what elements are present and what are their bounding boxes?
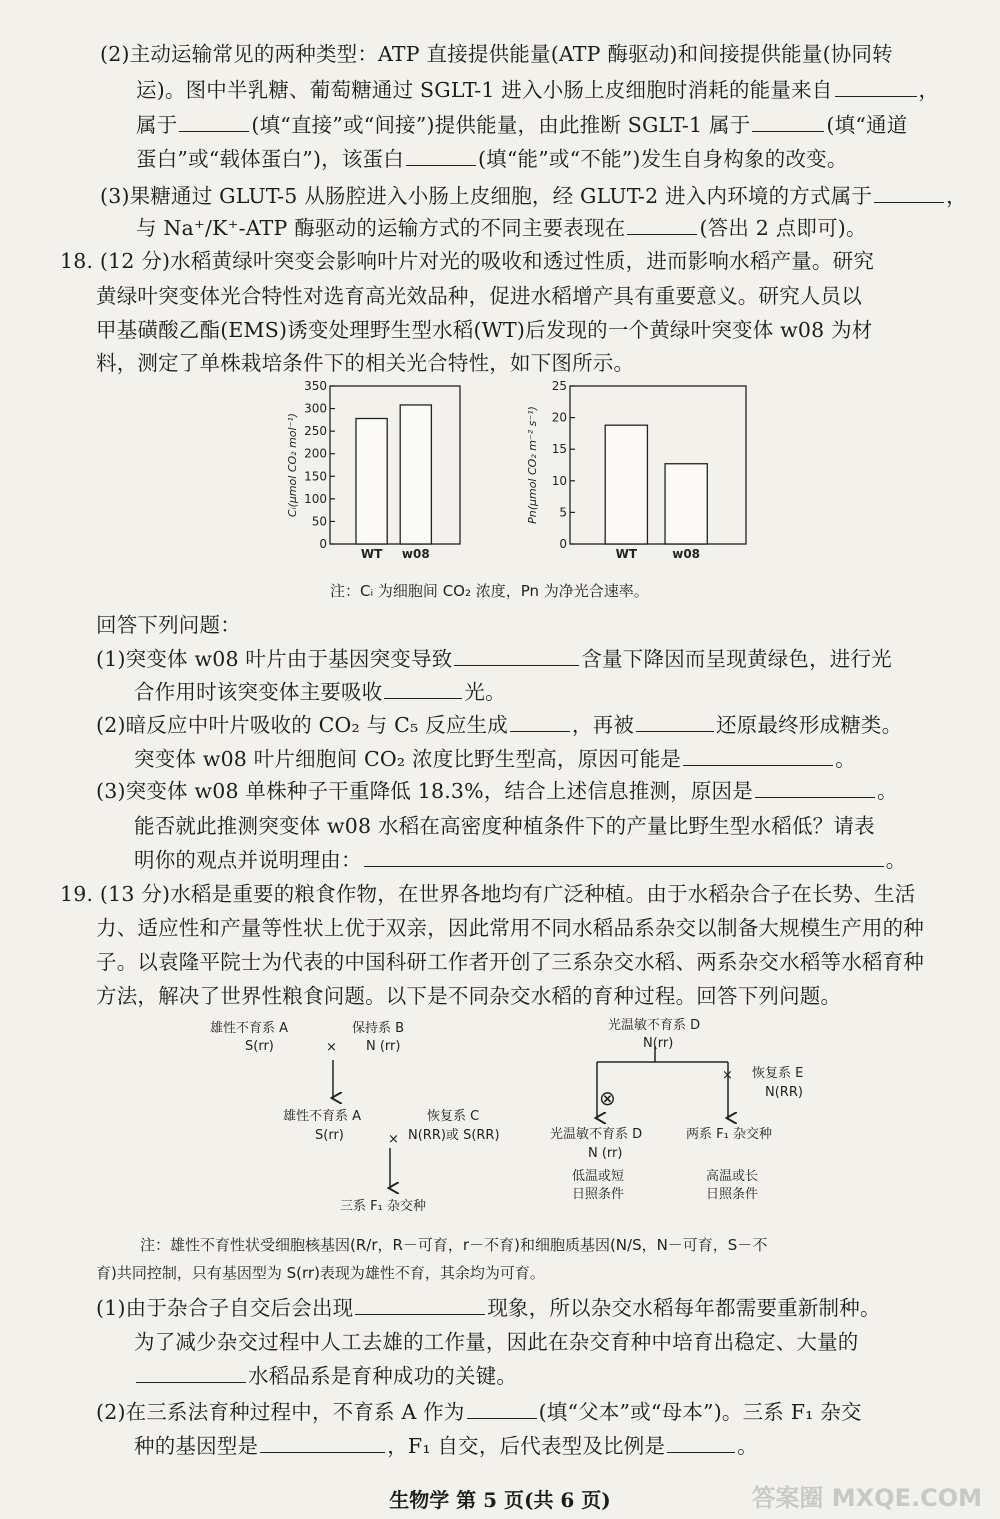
y-tick-label: 50 xyxy=(311,514,327,529)
text: (2)暗反应中叶片吸收的 CO₂ 与 C₅ 反应生成 xyxy=(96,713,508,737)
page-footer: 生物学 第 5 页(共 6 页) xyxy=(389,1488,611,1512)
restorer-c-genotype: N(RR)或 S(RR) xyxy=(408,1128,500,1143)
text: ， xyxy=(946,184,967,208)
y-tick-label: 300 xyxy=(304,401,327,416)
text: (1)突变体 w08 叶片由于基因突变导致 xyxy=(96,647,453,671)
answer-blank[interactable] xyxy=(260,1432,385,1453)
y-tick-label: 250 xyxy=(304,424,327,439)
x-tick-label: w08 xyxy=(672,547,701,561)
q19-a2-line1 xyxy=(96,1398,862,1426)
y-tick-label: 10 xyxy=(551,473,567,488)
selfing-symbol: ⊗ xyxy=(599,1086,616,1110)
y-tick-label: 350 xyxy=(304,379,327,393)
text: 。 xyxy=(885,848,907,872)
text: (3)突变体 w08 单株种子干重降低 18.3%，结合上述信息推测，原因是 xyxy=(96,779,753,803)
diagram-note-line2: 育)共同控制，只有基因型为 S(rr)表现为雄性不育，其余均为可育。 xyxy=(96,1264,545,1282)
text: 。 xyxy=(876,779,898,803)
restorer-e-label: 恢复系 E xyxy=(752,1066,804,1081)
high-temp-condition-line2: 日照条件 xyxy=(706,1187,759,1202)
ptgms-d-label-2: 光温敏不育系 D xyxy=(550,1127,643,1142)
text: (1)由于杂合子自交后会出现 xyxy=(96,1296,354,1320)
text: 为了减少杂交过程中人工去雄的工作量，因此在杂交育种中培育出稳定、大量的 xyxy=(134,1330,859,1354)
ptgms-d-genotype-2: N (rr) xyxy=(588,1146,623,1161)
y-tick-label: 15 xyxy=(551,442,567,457)
text: 能否就此推测突变体 w08 水稻在高密度种植条件下的产量比野生型水稻低？请表 xyxy=(134,814,875,838)
text: (填“直接”或“间接”)提供能量，由此推断 SGLT-1 属于 xyxy=(251,113,751,137)
male-sterile-a-label: 雄性不育系 A xyxy=(210,1021,289,1036)
text: 甲基磺酸乙酯(EMS)诱变处理野生型水稻(WT)后发现的一个黄绿叶突变体 w08 为材 xyxy=(96,318,873,342)
text: (答出 2 点即可)。 xyxy=(699,216,867,240)
male-sterile-a-label-2: 雄性不育系 A xyxy=(283,1109,362,1124)
cross-symbol-3: × xyxy=(722,1068,733,1083)
x-tick-label: WT xyxy=(360,547,383,561)
answer-blank[interactable] xyxy=(136,1362,246,1383)
x-tick-label: WT xyxy=(615,547,638,561)
text: 水稻品系是育种成功的关键。 xyxy=(248,1364,518,1388)
text: 含量下降因而呈现黄绿色，进行光 xyxy=(581,647,892,671)
restorer-e-genotype: N(RR) xyxy=(765,1085,803,1100)
text: ，再被 xyxy=(571,713,635,737)
text: 光。 xyxy=(464,680,506,704)
low-temp-condition-line2: 日照条件 xyxy=(572,1187,625,1202)
figure-note: 注：Cᵢ 为细胞间 CO₂ 浓度，Pn 为净光合速率。 xyxy=(330,582,649,600)
q19-a1-line2 xyxy=(134,1328,859,1356)
high-temp-condition-line1: 高温或长 xyxy=(706,1169,759,1184)
text: 属于 xyxy=(136,113,178,137)
text: 方法，解决了世界性粮食问题。以下是不同杂交水稻的育种过程。回答下列问题。 xyxy=(96,984,842,1008)
cross-symbol-2: × xyxy=(388,1132,399,1147)
ptgms-d-label: 光温敏不育系 D xyxy=(608,1018,701,1033)
text: 蛋白”或“载体蛋白”)，该蛋白 xyxy=(136,147,404,171)
text: (2)主动运输常见的两种类型：ATP 直接提供能量(ATP 酶驱动)和间接提供能量(协同转 xyxy=(100,42,893,66)
text: 与 Na⁺/K⁺-ATP 酶驱动的运输方式的不同主要表现在 xyxy=(136,216,626,240)
diagram-note-line1: 注：雄性不育性状受细胞核基因(R/r，R－可育，r－不育)和细胞质基因(N/S，N－可育，S－不 xyxy=(140,1236,768,1254)
male-sterile-a-genotype: S(rr) xyxy=(245,1039,274,1054)
restorer-c-label: 恢复系 C xyxy=(427,1109,480,1124)
answer-blank[interactable] xyxy=(355,1294,485,1315)
text: (3)果糖通过 GLUT-5 从肠腔进入小肠上皮细胞，经 GLUT-2 进入内环境的方式属于 xyxy=(100,184,873,208)
text: 子。以袁隆平院士为代表的中国科研工作者开创了三系杂交水稻、两系杂交水稻等水稻育种 xyxy=(96,950,924,974)
answer-blank[interactable] xyxy=(667,1432,735,1453)
text: ， xyxy=(918,78,940,102)
maintainer-b-genotype: N (rr) xyxy=(366,1039,401,1054)
text: 力、适应性和产量等性状上优于双亲，因此常用不同水稻品系杂交以制备大规模生产用的种 xyxy=(96,916,924,940)
text: 。 xyxy=(737,1434,758,1458)
text: 合作用时该突变体主要吸收 xyxy=(134,680,383,704)
cross-symbol: × xyxy=(326,1040,337,1055)
y-tick-label: 0 xyxy=(559,537,567,551)
text: 。 xyxy=(835,747,856,771)
text: 现象，所以杂交水稻每年都需要重新制种。 xyxy=(487,1296,881,1320)
text: ，F₁ 自交，后代表型及比例是 xyxy=(387,1434,666,1458)
three-line-f1-label: 三系 F₁ 杂交种 xyxy=(340,1199,426,1214)
maintainer-b-label: 保持系 B xyxy=(352,1021,405,1036)
q19-a2-line2 xyxy=(134,1432,758,1460)
y-tick-label: 0 xyxy=(319,537,327,551)
text: 突变体 w08 叶片细胞间 CO₂ 浓度比野生型高，原因可能是 xyxy=(134,747,682,771)
y-tick-label: 20 xyxy=(551,410,567,425)
watermark-logo: 答案圈 MXQE.COM xyxy=(751,1484,982,1512)
y-axis-label: Pn(μmol CO₂ m⁻² s⁻¹) xyxy=(526,406,539,524)
text: (2)在三系法育种过程中，不育系 A 作为 xyxy=(96,1400,465,1424)
y-tick-label: 200 xyxy=(304,446,327,461)
y-tick-label: 5 xyxy=(559,505,567,520)
y-axis-label: Cᵢ(μmol CO₂ mol⁻¹) xyxy=(286,412,299,518)
x-tick-label: w08 xyxy=(401,547,430,561)
answer-blank[interactable] xyxy=(467,1398,537,1419)
y-tick-label: 100 xyxy=(304,491,327,506)
text: 黄绿叶突变体光合特性对选育高光效品种，促进水稻增产具有重要意义。研究人员以 xyxy=(96,284,862,308)
text: 还原最终形成糖类。 xyxy=(716,713,903,737)
low-temp-condition-line1: 低温或短 xyxy=(572,1169,625,1184)
q19-a1-line3 xyxy=(134,1362,517,1390)
two-line-f1-label: 两系 F₁ 杂交种 xyxy=(686,1127,772,1142)
text: 种的基因型是 xyxy=(134,1434,259,1458)
text: 明你的观点并说明理由： xyxy=(134,848,362,872)
y-tick-label: 150 xyxy=(304,469,327,484)
text: 运)。图中半乳糖、葡萄糖通过 SGLT-1 进入小肠上皮细胞时消耗的能量来自 xyxy=(136,78,833,102)
male-sterile-a-genotype-2: S(rr) xyxy=(315,1128,344,1143)
y-tick-label: 25 xyxy=(551,379,567,393)
ptgms-d-genotype: N(rr) xyxy=(643,1036,674,1051)
text: (填“通道 xyxy=(826,113,908,137)
text: 料，测定了单株栽培条件下的相关光合特性，如下图所示。 xyxy=(96,351,635,375)
text: 回答下列问题： xyxy=(96,613,241,637)
q19-a1-line1 xyxy=(96,1294,881,1322)
text: 18. (12 分)水稻黄绿叶突变会影响叶片对光的吸收和透过性质，进而影响水稻产量。研究 xyxy=(60,249,875,273)
text: (填“父本”或“母本”)。三系 F₁ 杂交 xyxy=(538,1400,862,1424)
text: (填“能”或“不能”)发生自身构象的改变。 xyxy=(477,147,848,171)
text: 19. (13 分)水稻是重要的粮食作物，在世界各地均有广泛种植。由于水稻杂合子在长势、生活 xyxy=(60,882,916,906)
